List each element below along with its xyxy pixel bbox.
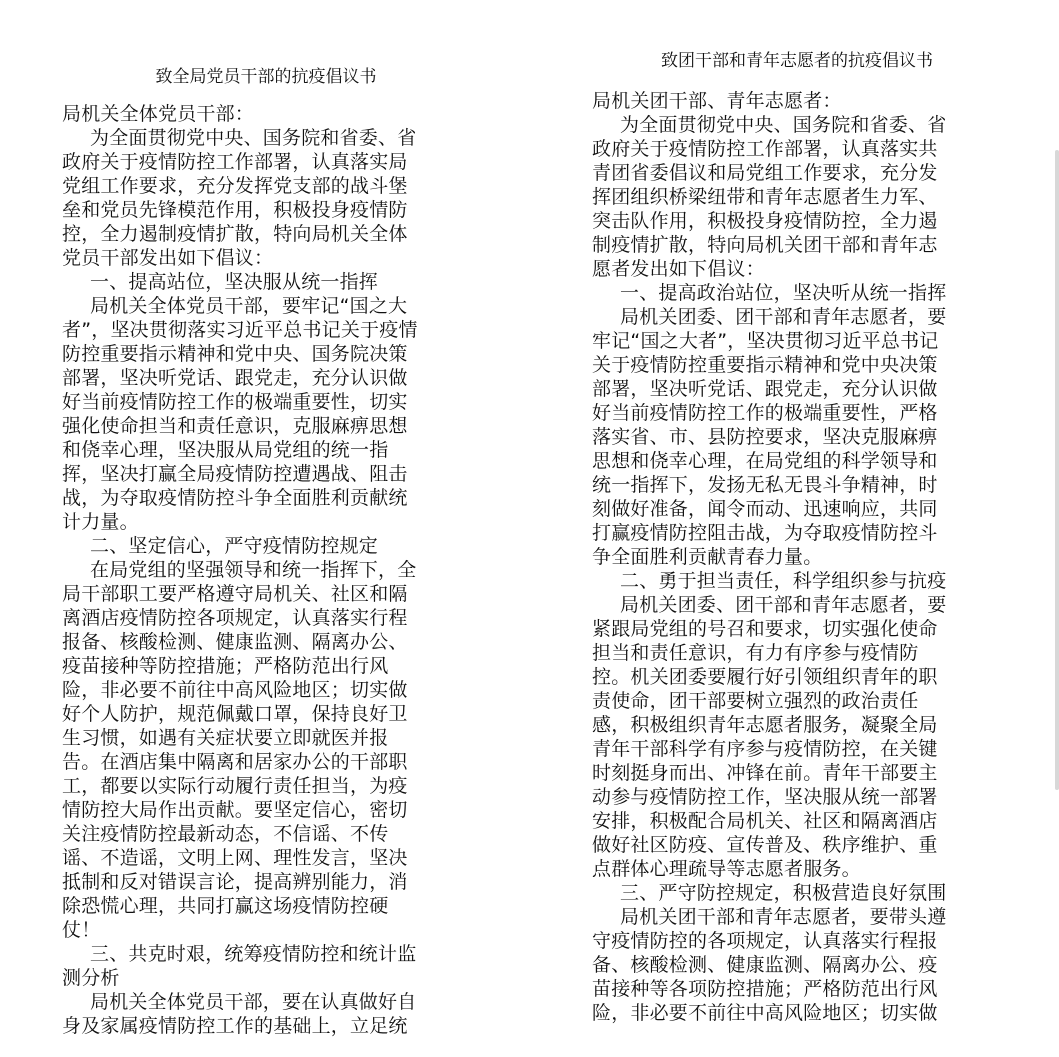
right-text-line: 一、提高政治站位，坚决听从统一指挥 (620, 282, 947, 304)
left-text-line: 身及家属疫情防控工作的基础上，立足统 (62, 1015, 408, 1037)
right-text-line: 紧跟局党组的号召和要求，切实强化使命 (592, 618, 938, 640)
right-text-line: 刻做好准备，闻令而动、迅速响应，共同 (592, 498, 938, 520)
left-text-line: 防控重要指示精神和党中央、国务院决策 (62, 343, 408, 365)
right-text-line: 政府关于疫情防控工作部署，认真落实共 (592, 138, 938, 160)
left-text-line: 党组工作要求，充分发挥党支部的战斗堡 (62, 175, 408, 197)
right-text-line: 局机关团干部和青年志愿者，要带头遵 (620, 906, 947, 928)
right-document-title: 致团干部和青年志愿者的抗疫倡议书 (661, 51, 933, 71)
right-text-line: 青年干部科学有序参与疫情防控，在关键 (592, 738, 938, 760)
vertical-scrollbar[interactable] (1055, 150, 1059, 790)
left-document-body (62, 102, 470, 1038)
right-text-line: 落实省、市、县防控要求，坚决克服麻痹 (592, 426, 938, 448)
right-text-line: 二、勇于担当责任，科学组织参与抗疫 (620, 570, 947, 592)
right-text-line: 苗接种等各项防控措施；严格防范出行风 (592, 978, 938, 1000)
left-text-line: 党员干部发出如下倡议： (62, 247, 274, 269)
right-text-line: 三、严守防控规定，积极营造良好氛围 (620, 882, 947, 904)
left-text-line: 关注疫情防控最新动态，不信谣、不传 (62, 823, 389, 845)
left-text-line: 部署，坚决听党话、跟党走，充分认识做 (62, 367, 408, 389)
left-text-line: 好当前疫情防控工作的极端重要性，切实 (62, 391, 408, 413)
left-text-line: 局干部职工要严格遵守局机关、社区和隔 (62, 583, 408, 605)
right-text-line: 制疫情扩散，特向局机关团干部和青年志 (592, 234, 938, 256)
right-text-line: 感，积极组织青年志愿者服务，凝聚全局 (592, 714, 938, 736)
left-text-line: 险，非必要不前往中高风险地区；切实做 (62, 679, 408, 701)
right-text-line: 局机关团干部、青年志愿者： (592, 90, 842, 112)
right-text-line: 险，非必要不前往中高风险地区；切实做 (592, 1002, 938, 1024)
right-text-line: 争全面胜利贡献青春力量。 (592, 546, 823, 568)
left-text-line: 三、共克时艰，统筹疫情防控和统计监 (90, 943, 417, 965)
left-text-line: 离酒店疫情防控各项规定，认真落实行程 (62, 607, 408, 629)
right-text-line: 局机关团委、团干部和青年志愿者，要 (620, 594, 947, 616)
left-text-line: 计力量。 (62, 511, 139, 533)
left-text-line: 局机关全体党员干部，要牢记“国之大 (90, 295, 408, 317)
right-text-line: 牢记“国之大者”，坚决贯彻习近平总书记 (592, 330, 939, 352)
left-text-line: 挥，坚决打赢全局疫情防控遭遇战、阻击 (62, 463, 408, 485)
right-text-line: 安排，积极配合局机关、社区和隔离酒店 (592, 810, 938, 832)
left-text-line: 二、坚定信心，严守疫情防控规定 (90, 535, 379, 557)
left-text-line: 战，为夺取疫情防控斗争全面胜利贡献统 (62, 487, 408, 509)
left-text-line: 垒和党员先锋模范作用，积极投身疫情防 (62, 199, 408, 221)
left-text-line: 抵制和反对错误言论，提高辨别能力，消 (62, 871, 408, 893)
left-text-line: 为全面贯彻党中央、国务院和省委、省 (90, 127, 417, 149)
right-text-line: 动参与疫情防控工作，坚决服从统一部署 (592, 786, 938, 808)
right-text-line: 关于疫情防控重要指示精神和党中央决策 (592, 354, 938, 376)
left-text-line: 者”，坚决贯彻落实习近平总书记关于疫情 (62, 319, 418, 341)
right-text-line: 为全面贯彻党中央、国务院和省委、省 (620, 114, 947, 136)
right-text-line: 打赢疫情防控阻击战，为夺取疫情防控斗 (592, 522, 938, 544)
left-text-line: 情防控大局作出贡献。要坚定信心，密切 (62, 799, 408, 821)
right-text-line: 好当前疫情防控工作的极端重要性，严格 (592, 402, 938, 424)
right-text-line: 部署，坚决听党话、跟党走，充分认识做 (592, 378, 938, 400)
left-text-line: 控，全力遏制疫情扩散，特向局机关全体 (62, 223, 408, 245)
left-text-line: 一、提高站位，坚决服从统一指挥 (90, 271, 379, 293)
left-text-line: 报备、核酸检测、健康监测、隔离办公、 (62, 631, 408, 653)
right-text-line: 愿者发出如下倡议： (592, 258, 765, 280)
right-text-line: 担当和责任意识，有力有序参与疫情防 (592, 642, 919, 664)
right-text-line: 思想和侥幸心理，在局党组的科学领导和 (592, 450, 938, 472)
left-document-title: 致全局党员干部的抗疫倡议书 (155, 67, 377, 87)
left-text-line: 局机关全体党员干部，要在认真做好自 (90, 991, 417, 1013)
left-text-line: 告。在酒店集中隔离和居家办公的干部职 (62, 751, 408, 773)
right-text-line: 统一指挥下，发扬无私无畏斗争精神，时 (592, 474, 938, 496)
left-text-line: 谣、不造谣，文明上网、理性发言，坚决 (62, 847, 408, 869)
left-text-line: 生习惯，如遇有关症状要立即就医并报 (62, 727, 389, 749)
left-text-line: 强化使命担当和责任意识，克服麻痹思想 (62, 415, 408, 437)
left-text-line: 在局党组的坚强领导和统一指挥下，全 (90, 559, 417, 581)
right-text-line: 做好社区防疫、宣传普及、秩序维护、重 (592, 834, 938, 856)
right-text-line: 控。机关团委要履行好引领组织青年的职 (592, 666, 938, 688)
right-text-line: 青团省委倡议和局党组工作要求，充分发 (592, 162, 938, 184)
right-document-body (592, 89, 1002, 1025)
right-text-line: 挥团组织桥梁纽带和青年志愿者生力军、 (592, 186, 938, 208)
left-text-line: 疫苗接种等防控措施；严格防范出行风 (62, 655, 389, 677)
right-text-line: 备、核酸检测、健康监测、隔离办公、疫 (592, 954, 938, 976)
left-text-line: 局机关全体党员干部： (62, 103, 255, 125)
left-text-line: 好个人防护，规范佩戴口罩，保持良好卫 (62, 703, 408, 725)
right-text-line: 责使命，团干部要树立强烈的政治责任 (592, 690, 919, 712)
left-text-line: 测分析 (62, 967, 120, 989)
left-text-line: 工，都要以实际行动履行责任担当，为疫 (62, 775, 408, 797)
right-text-line: 突击队作用，积极投身疫情防控，全力遏 (592, 210, 938, 232)
left-text-line: 政府关于疫情防控工作部署，认真落实局 (62, 151, 408, 173)
right-text-line: 守疫情防控的各项规定，认真落实行程报 (592, 930, 938, 952)
left-text-line: 和侥幸心理，坚决服从局党组的统一指 (62, 439, 389, 461)
left-text-line: 仗！ (62, 919, 101, 941)
right-text-line: 点群体心理疏导等志愿者服务。 (592, 858, 861, 880)
right-text-line: 局机关团委、团干部和青年志愿者，要 (620, 306, 947, 328)
left-text-line: 除恐慌心理，共同打赢这场疫情防控硬 (62, 895, 389, 917)
right-text-line: 时刻挺身而出、冲锋在前。青年干部要主 (592, 762, 938, 784)
